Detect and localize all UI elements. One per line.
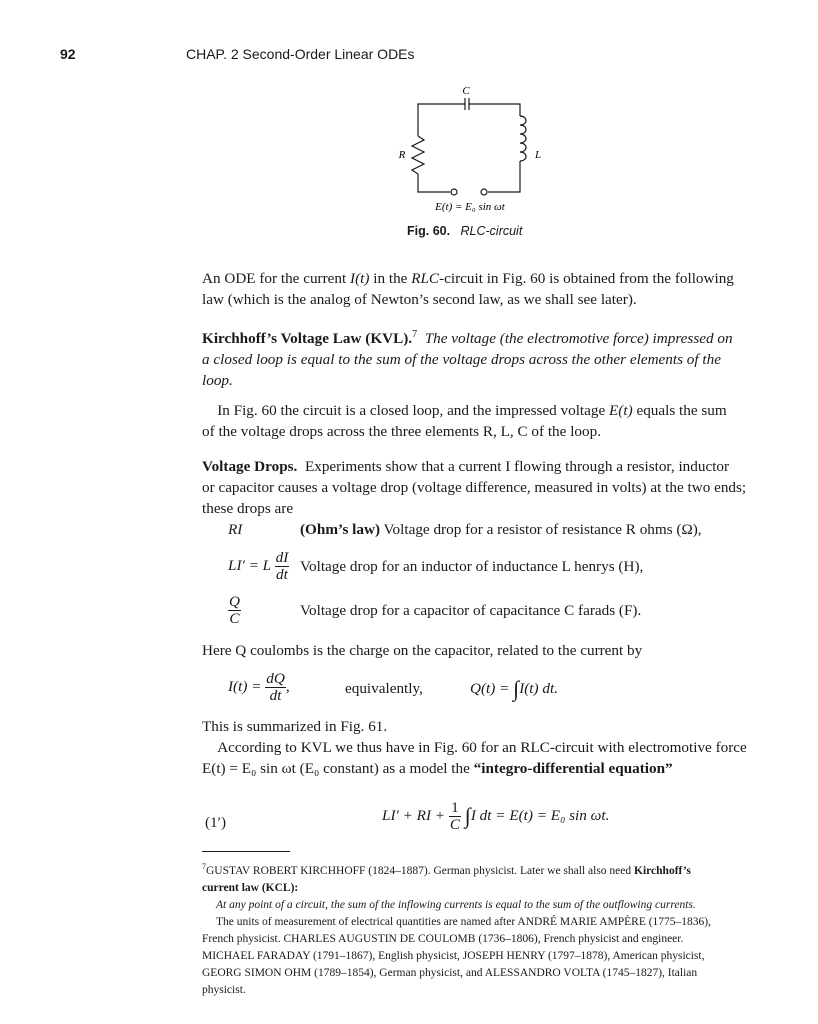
figure-caption [407,224,522,238]
footnote-line4: GEORG SIMON OHM (1789–1854), German physicist, and ALESSANDRO VOLTA (1745–1827), Italian [202,966,698,979]
eq1-den: dt [269,687,282,704]
top-right-wire [469,104,520,116]
inductor-den: dt [276,566,288,583]
eq1-num: dQ [266,670,285,687]
drop-resistor-symbol: RI [228,521,243,538]
inductor-fraction [275,550,290,583]
eq1-lhs: I(t) = [228,677,262,695]
drop-capacitor-text: Voltage drop for a capacitor of capacitance C farads (F). [300,602,642,619]
paragraph-closed-loop [202,400,727,442]
footnote-kcl-text: At any point of a circuit, the sum of the inflowing currents is equal to the sum of the outflowing currents. [216,898,696,911]
drop-inductor-text: Voltage drop for an inductor of inductance L henrys (H), [300,558,644,575]
footnote-line3: MICHAEL FARADAY (1791–1867), English physicist, JOSEPH HENRY (1797–1878), American physicist, [202,949,705,962]
p1-text-a: An ODE for the current [202,270,351,287]
footnote-line5: physicist. [202,983,246,996]
p4-line3-text: E(t) = E₀ sin ωt (E₀ constant) as a model the [202,760,474,777]
label-capacitor: C [462,85,470,97]
paragraph-kvl-model [202,716,747,779]
footnote-kirchhoff: GUSTAV ROBERT KIRCHHOFF (1824–1887). German physicist. Later we shall also need [206,864,635,877]
figure-caption-text: RLC-circuit [460,224,523,238]
left-wire-lower [418,174,450,192]
paragraph-intro [202,268,734,310]
capacitor-fraction [228,594,241,627]
p1-text-c: -circuit in Fig. 60 is obtained from the following [439,270,734,287]
footnote-line2: French physicist. CHARLES AUGUSTIN DE COULOMB (1736–1806), French physicist and engineer. [202,932,684,945]
drops-title: Voltage Drops. [202,458,298,475]
p2-text-a: In Fig. 60 the circuit is a closed loop, and the impressed voltage [217,402,610,419]
p2-line2: of the voltage drops across the three elements R, L, C of the loop. [202,423,601,440]
footnote-kcl-a: Kirchhoff’s [634,864,691,877]
kvl-line3: loop. [202,372,233,390]
integro-differential-label: “integro-differential equation” [473,760,673,777]
integro-differential-equation [382,800,609,833]
equation-current-charge [228,671,290,704]
p4-line3 [202,758,747,779]
rlc-circuit-diagram [380,84,570,234]
p2-text-b: equals the sum [632,402,727,419]
paragraph-charge: Here Q coulombs is the charge on the capacitor, related to the current by [202,642,643,659]
kvl-line1: The voltage (the electromotive force) impressed on [424,330,733,348]
label-source: E(t) = E₀ sin ωt [435,201,505,213]
figure-caption-number: Fig. 60. [407,224,451,238]
p1-var: I(t) [350,270,370,287]
footnote-line1: The units of measurement of electrical quantities are named after ANDRÉ MARIE AMPÈRE (1775–1836), [216,915,712,928]
eq1-charge-integral [470,676,558,702]
integral-sign: ∫ [513,676,520,701]
drop-capacitor-symbol [228,594,241,627]
top-left-wire [418,104,465,106]
resistor-zigzag [412,136,424,174]
eq1-rhs-body: I(t) dt. [519,680,558,697]
kvl-line2: a closed loop is equal to the sum of the voltage drops across the other elements of the [202,351,721,369]
p4-line1: This is summarized in Fig. 61. [202,718,388,735]
eq1-comma: , [285,677,290,695]
eq1-equivalently: equivalently, [345,680,423,697]
running-head: CHAP. 2 Second-Order Linear ODEs [186,46,415,62]
ohms-law-label: (Ohm’s law) [300,521,381,538]
p1-line2: law (which is the analog of Newton’s second law, as we shall see later). [202,291,637,308]
equation-tag: (1′) [205,814,227,831]
label-resistor: R [398,149,406,161]
eq2-num: 1 [449,800,461,817]
drop-resistor-row [300,521,702,539]
capacitor-num: Q [229,593,240,610]
footnote-mark: 7 [202,862,206,871]
drop-resistor-text: Voltage drop for a resistor of resistance R ohms (Ω), [383,521,702,538]
right-wire-lower [488,161,520,192]
p1-text-b: in the [369,270,412,287]
eq2-den: C [449,816,460,833]
inductor-coil [520,116,526,161]
footnote-rule [202,851,290,852]
drops-line2: or capacitor causes a voltage drop (voltage difference, measured in volts) at the two ends; [202,479,747,496]
p4-line2 [202,737,747,758]
eq2-rhs: I dt = E(t) = E₀ sin ωt. [470,806,610,824]
footnote [202,858,742,999]
drops-line3: these drops are [202,500,294,517]
inductor-lhs: LI′ = L [228,556,271,574]
label-inductor: L [534,149,542,161]
kvl-paragraph [202,324,733,391]
kvl-footnote-mark: 7 [412,329,418,340]
kvl-title: Kirchhoff’s Voltage Law (KVL). [202,330,413,348]
eq2-fraction [449,800,461,833]
page-number: 92 [60,46,76,62]
capacitor-den: C [229,610,240,627]
voltage-drops-paragraph [202,456,746,519]
p4-line2-text: According to KVL we thus have in Fig. 60 for an RLC-circuit with electromotive force [217,739,747,756]
terminal-left [451,189,457,195]
eq1-rhs-lhs: Q(t) = [470,680,510,697]
eq2-integral-sign: ∫ [464,802,471,828]
p2-var: E(t) [609,402,633,419]
terminal-right [481,189,487,195]
eq1-fraction [265,671,286,704]
eq2-lhs: LI′ + RI + [382,806,446,824]
footnote-kcl-b: current law (KCL): [202,881,299,894]
inductor-num: dI [275,549,289,566]
p1-rlc: RLC [411,270,440,287]
drops-line1: Experiments show that a current I flowing through a resistor, inductor [304,458,730,475]
drop-inductor-symbol [228,550,289,583]
